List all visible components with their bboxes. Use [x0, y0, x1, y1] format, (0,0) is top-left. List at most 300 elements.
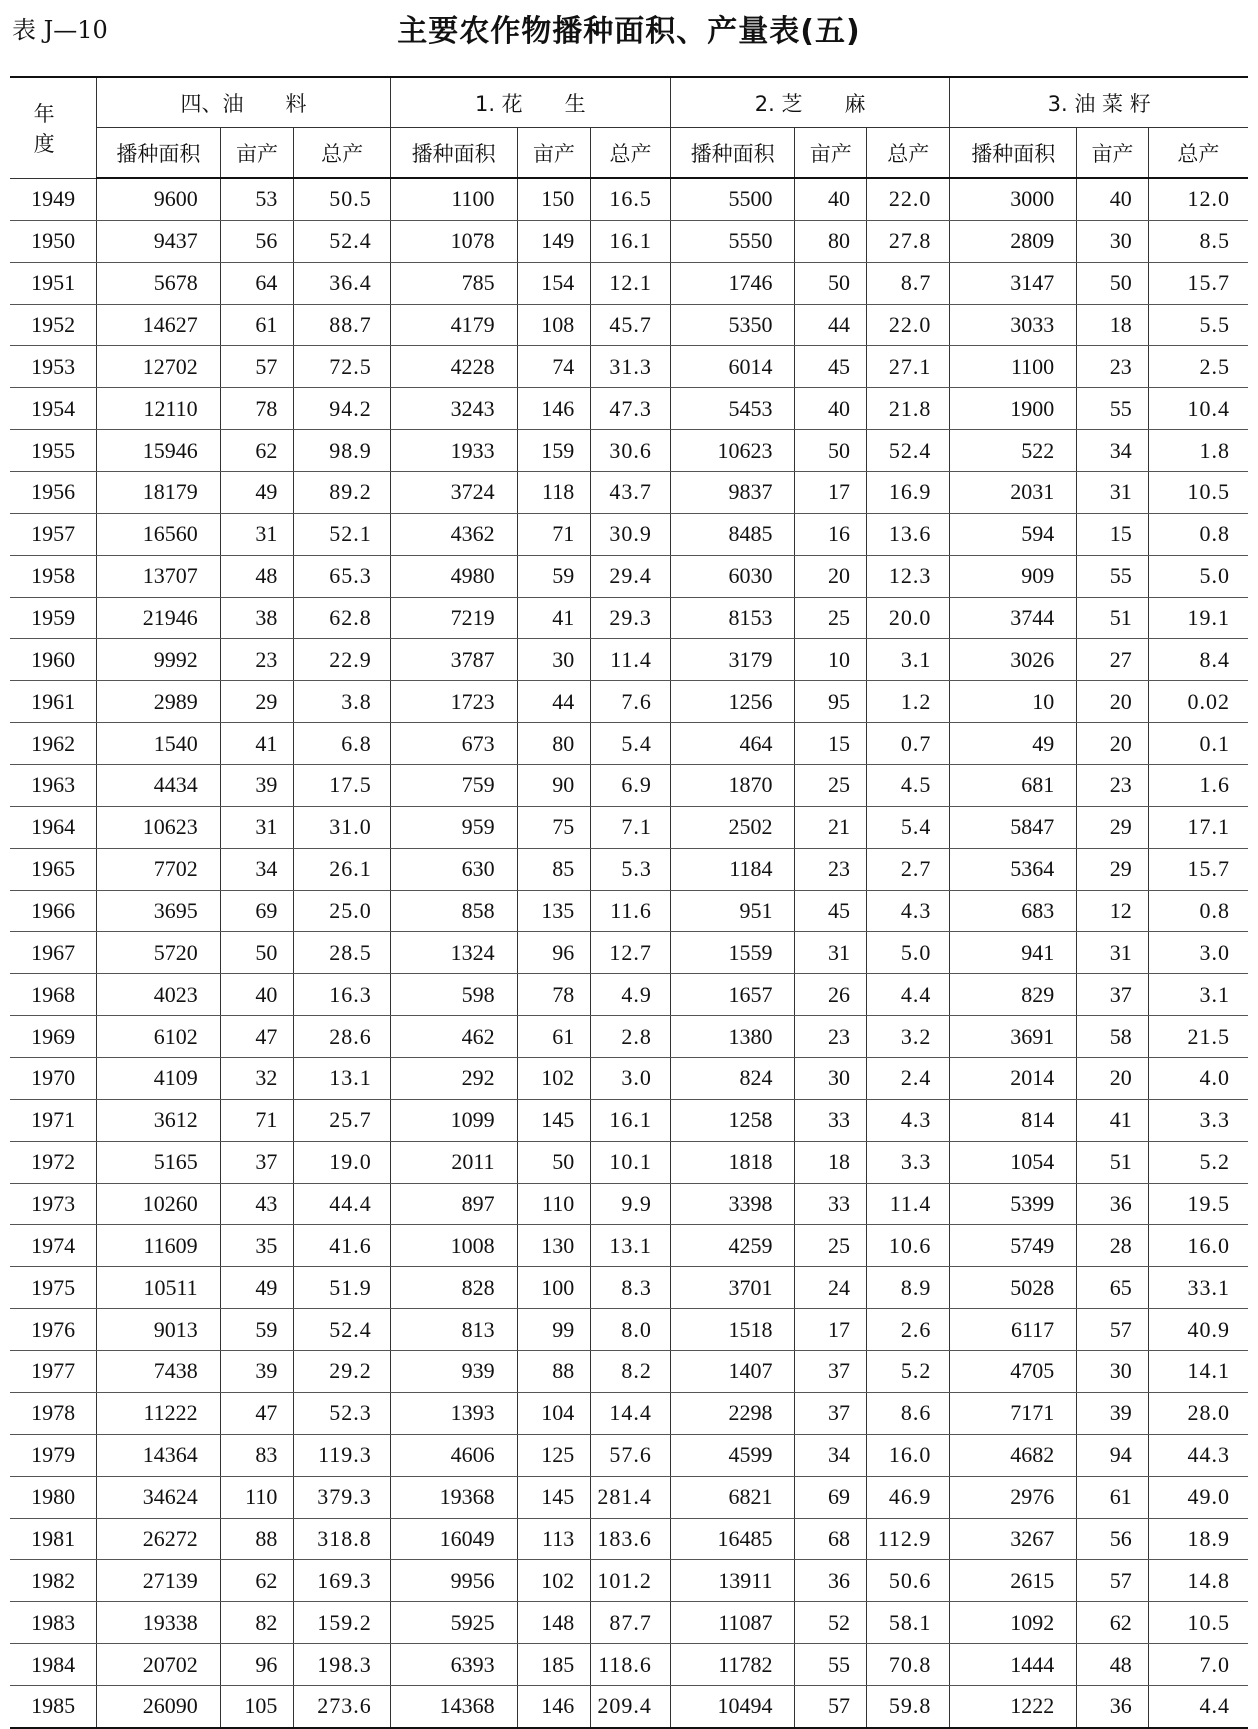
cell-oil-yield: 34	[220, 848, 294, 890]
cell-rapeseed-yield: 12	[1077, 890, 1149, 932]
cell-sesame-yield: 33	[795, 1099, 867, 1141]
cell-rapeseed-area: 10	[950, 681, 1077, 723]
cell-rapeseed-area: 1092	[950, 1602, 1077, 1644]
cell-year: 1980	[10, 1476, 97, 1518]
cell-sesame-area: 8153	[670, 597, 795, 639]
cell-sesame-area: 6030	[670, 555, 795, 597]
cell-year: 1975	[10, 1267, 97, 1309]
table-row	[10, 388, 1248, 430]
cell-oil-area: 15946	[97, 430, 221, 472]
cell-peanut-area: 759	[390, 765, 517, 807]
cell-year: 1982	[10, 1560, 97, 1602]
table-row	[10, 1392, 1248, 1434]
cell-oil-area: 7702	[97, 848, 221, 890]
cell-sesame-total: 27.8	[867, 220, 950, 262]
cell-rapeseed-yield: 20	[1077, 1058, 1149, 1100]
cell-rapeseed-total: 44.3	[1148, 1434, 1248, 1476]
cell-peanut-area: 1100	[390, 178, 517, 220]
cell-peanut-area: 7219	[390, 597, 517, 639]
sub-header-yield: 亩产	[795, 128, 867, 179]
cell-oil-area: 13707	[97, 555, 221, 597]
cell-rapeseed-area: 1054	[950, 1141, 1077, 1183]
cell-sesame-area: 1380	[670, 1016, 795, 1058]
cell-peanut-total: 5.4	[591, 723, 671, 765]
cell-rapeseed-total: 49.0	[1148, 1476, 1248, 1518]
cell-rapeseed-total: 12.0	[1148, 178, 1248, 220]
cell-peanut-yield: 154	[517, 262, 591, 304]
table-row	[10, 472, 1248, 514]
cell-rapeseed-total: 15.7	[1148, 848, 1248, 890]
cell-oil-total: 41.6	[294, 1225, 390, 1267]
cell-peanut-area: 4606	[390, 1434, 517, 1476]
cell-rapeseed-total: 15.7	[1148, 262, 1248, 304]
cell-sesame-area: 1559	[670, 932, 795, 974]
sub-header-total: 总产	[294, 128, 390, 179]
cell-oil-area: 11222	[97, 1392, 221, 1434]
cell-oil-area: 1540	[97, 723, 221, 765]
cell-peanut-area: 3243	[390, 388, 517, 430]
cell-rapeseed-yield: 20	[1077, 723, 1149, 765]
cell-peanut-yield: 110	[517, 1183, 591, 1225]
cell-rapeseed-total: 3.3	[1148, 1099, 1248, 1141]
cell-oil-total: 62.8	[294, 597, 390, 639]
table-row	[10, 178, 1248, 220]
cell-year: 1977	[10, 1351, 97, 1393]
cell-sesame-total: 27.1	[867, 346, 950, 388]
cell-peanut-yield: 102	[517, 1058, 591, 1100]
cell-sesame-yield: 55	[795, 1644, 867, 1686]
cell-peanut-yield: 88	[517, 1351, 591, 1393]
cell-rapeseed-area: 1100	[950, 346, 1077, 388]
cell-rapeseed-yield: 30	[1077, 220, 1149, 262]
cell-rapeseed-yield: 51	[1077, 1141, 1149, 1183]
cell-sesame-yield: 25	[795, 1225, 867, 1267]
cell-oil-total: 65.3	[294, 555, 390, 597]
table-row	[10, 513, 1248, 555]
sub-header-row	[10, 128, 1248, 179]
cell-oil-total: 89.2	[294, 472, 390, 514]
cell-sesame-total: 50.6	[867, 1560, 950, 1602]
table-row	[10, 597, 1248, 639]
cell-rapeseed-yield: 36	[1077, 1685, 1149, 1727]
cell-oil-yield: 50	[220, 932, 294, 974]
cell-peanut-total: 16.1	[591, 1099, 671, 1141]
cell-oil-area: 14364	[97, 1434, 221, 1476]
cell-rapeseed-yield: 57	[1077, 1560, 1149, 1602]
cell-rapeseed-yield: 37	[1077, 974, 1149, 1016]
cell-oil-area: 14627	[97, 304, 221, 346]
cell-year: 1961	[10, 681, 97, 723]
cell-peanut-total: 43.7	[591, 472, 671, 514]
cell-sesame-area: 1518	[670, 1309, 795, 1351]
sub-header-yield: 亩产	[1077, 128, 1149, 179]
sub-header-yield: 亩产	[517, 128, 591, 179]
cell-peanut-total: 10.1	[591, 1141, 671, 1183]
table-row	[10, 1309, 1248, 1351]
cell-rapeseed-yield: 50	[1077, 262, 1149, 304]
cell-oil-yield: 71	[220, 1099, 294, 1141]
table-row	[10, 346, 1248, 388]
cell-sesame-area: 6014	[670, 346, 795, 388]
cell-sesame-area: 9837	[670, 472, 795, 514]
cell-oil-area: 9600	[97, 178, 221, 220]
cell-peanut-area: 3724	[390, 472, 517, 514]
cell-peanut-yield: 159	[517, 430, 591, 472]
cell-sesame-area: 1256	[670, 681, 795, 723]
cell-sesame-area: 5350	[670, 304, 795, 346]
cell-sesame-total: 13.6	[867, 513, 950, 555]
cell-oil-yield: 57	[220, 346, 294, 388]
cell-rapeseed-area: 49	[950, 723, 1077, 765]
cell-sesame-area: 824	[670, 1058, 795, 1100]
cell-rapeseed-total: 19.1	[1148, 597, 1248, 639]
cell-oil-yield: 47	[220, 1392, 294, 1434]
cell-sesame-total: 3.2	[867, 1016, 950, 1058]
table-id: 表 J—10	[12, 16, 108, 44]
cell-oil-total: 52.4	[294, 220, 390, 262]
cell-rapeseed-total: 40.9	[1148, 1309, 1248, 1351]
cell-rapeseed-yield: 20	[1077, 681, 1149, 723]
cell-peanut-area: 19368	[390, 1476, 517, 1518]
cell-rapeseed-yield: 51	[1077, 597, 1149, 639]
cell-oil-area: 10511	[97, 1267, 221, 1309]
cell-rapeseed-total: 0.1	[1148, 723, 1248, 765]
cell-sesame-area: 1407	[670, 1351, 795, 1393]
cell-oil-yield: 96	[220, 1644, 294, 1686]
cell-peanut-total: 29.4	[591, 555, 671, 597]
cell-year: 1981	[10, 1518, 97, 1560]
cell-oil-total: 50.5	[294, 178, 390, 220]
cell-sesame-area: 8485	[670, 513, 795, 555]
cell-rapeseed-total: 4.4	[1148, 1685, 1248, 1727]
cell-rapeseed-yield: 28	[1077, 1225, 1149, 1267]
cell-peanut-yield: 74	[517, 346, 591, 388]
cell-oil-yield: 64	[220, 262, 294, 304]
cell-rapeseed-area: 6117	[950, 1309, 1077, 1351]
cell-year: 1970	[10, 1058, 97, 1100]
cell-oil-area: 11609	[97, 1225, 221, 1267]
cell-oil-yield: 59	[220, 1309, 294, 1351]
cell-sesame-yield: 26	[795, 974, 867, 1016]
cell-sesame-yield: 40	[795, 178, 867, 220]
cell-sesame-total: 11.4	[867, 1183, 950, 1225]
cell-year: 1978	[10, 1392, 97, 1434]
cell-oil-total: 88.7	[294, 304, 390, 346]
cell-sesame-yield: 30	[795, 1058, 867, 1100]
cell-rapeseed-total: 4.0	[1148, 1058, 1248, 1100]
cell-oil-yield: 38	[220, 597, 294, 639]
cell-rapeseed-total: 5.0	[1148, 555, 1248, 597]
cell-oil-yield: 39	[220, 1351, 294, 1393]
cell-year: 1951	[10, 262, 97, 304]
cell-sesame-total: 4.3	[867, 1099, 950, 1141]
cell-sesame-total: 22.0	[867, 178, 950, 220]
table-row	[10, 1183, 1248, 1225]
cell-rapeseed-total: 19.5	[1148, 1183, 1248, 1225]
cell-rapeseed-area: 594	[950, 513, 1077, 555]
cell-oil-total: 318.8	[294, 1518, 390, 1560]
cell-peanut-total: 6.9	[591, 765, 671, 807]
cell-sesame-yield: 10	[795, 639, 867, 681]
cell-oil-yield: 35	[220, 1225, 294, 1267]
cell-sesame-total: 22.0	[867, 304, 950, 346]
cell-peanut-yield: 41	[517, 597, 591, 639]
cell-oil-total: 169.3	[294, 1560, 390, 1602]
cell-year: 1968	[10, 974, 97, 1016]
cell-peanut-yield: 135	[517, 890, 591, 932]
cell-peanut-yield: 59	[517, 555, 591, 597]
cell-oil-yield: 78	[220, 388, 294, 430]
cell-peanut-area: 959	[390, 806, 517, 848]
sub-header-area: 播种面积	[97, 128, 221, 179]
cell-oil-area: 5720	[97, 932, 221, 974]
cell-rapeseed-yield: 31	[1077, 472, 1149, 514]
cell-rapeseed-total: 8.4	[1148, 639, 1248, 681]
cell-peanut-area: 1393	[390, 1392, 517, 1434]
cell-sesame-area: 1184	[670, 848, 795, 890]
cell-sesame-yield: 52	[795, 1602, 867, 1644]
cell-peanut-area: 1078	[390, 220, 517, 262]
table-row	[10, 639, 1248, 681]
cell-oil-total: 16.3	[294, 974, 390, 1016]
cell-peanut-area: 4980	[390, 555, 517, 597]
cell-oil-total: 31.0	[294, 806, 390, 848]
cell-year: 1976	[10, 1309, 97, 1351]
cell-oil-total: 273.6	[294, 1685, 390, 1727]
cell-rapeseed-yield: 57	[1077, 1309, 1149, 1351]
cell-rapeseed-area: 5749	[950, 1225, 1077, 1267]
cell-oil-total: 28.6	[294, 1016, 390, 1058]
cell-sesame-yield: 20	[795, 555, 867, 597]
cell-oil-yield: 31	[220, 513, 294, 555]
cell-peanut-yield: 149	[517, 220, 591, 262]
cell-sesame-area: 11087	[670, 1602, 795, 1644]
table-row	[10, 974, 1248, 1016]
cell-oil-area: 4109	[97, 1058, 221, 1100]
cell-peanut-yield: 150	[517, 178, 591, 220]
cell-rapeseed-area: 2976	[950, 1476, 1077, 1518]
cell-oil-area: 26272	[97, 1518, 221, 1560]
sub-header-total: 总产	[1148, 128, 1248, 179]
cell-rapeseed-total: 3.1	[1148, 974, 1248, 1016]
cell-year: 1952	[10, 304, 97, 346]
cell-rapeseed-yield: 29	[1077, 806, 1149, 848]
cell-rapeseed-total: 1.6	[1148, 765, 1248, 807]
cell-sesame-area: 5500	[670, 178, 795, 220]
cell-peanut-area: 1723	[390, 681, 517, 723]
cell-rapeseed-total: 5.5	[1148, 304, 1248, 346]
cell-sesame-total: 8.6	[867, 1392, 950, 1434]
cell-peanut-total: 87.7	[591, 1602, 671, 1644]
table-title: 主要农作物播种面积、产量表(五)	[397, 14, 861, 49]
cell-rapeseed-area: 3147	[950, 262, 1077, 304]
cell-sesame-area: 13911	[670, 1560, 795, 1602]
cell-oil-total: 98.9	[294, 430, 390, 472]
cell-peanut-area: 1008	[390, 1225, 517, 1267]
cell-sesame-area: 1746	[670, 262, 795, 304]
group-header-row	[10, 77, 1248, 128]
cell-rapeseed-yield: 58	[1077, 1016, 1149, 1058]
cell-peanut-total: 16.5	[591, 178, 671, 220]
cell-rapeseed-yield: 55	[1077, 388, 1149, 430]
table-header	[10, 77, 1248, 178]
cell-rapeseed-total: 21.5	[1148, 1016, 1248, 1058]
cell-year: 1954	[10, 388, 97, 430]
cell-peanut-total: 12.1	[591, 262, 671, 304]
cell-sesame-yield: 16	[795, 513, 867, 555]
cell-sesame-yield: 68	[795, 1518, 867, 1560]
cell-oil-area: 4023	[97, 974, 221, 1016]
sub-header-area: 播种面积	[670, 128, 795, 179]
cell-peanut-total: 118.6	[591, 1644, 671, 1686]
cell-rapeseed-total: 10.5	[1148, 472, 1248, 514]
cell-peanut-area: 813	[390, 1309, 517, 1351]
cell-sesame-total: 10.6	[867, 1225, 950, 1267]
cell-peanut-total: 30.6	[591, 430, 671, 472]
cell-peanut-total: 4.9	[591, 974, 671, 1016]
cell-peanut-total: 29.3	[591, 597, 671, 639]
cell-rapeseed-yield: 36	[1077, 1183, 1149, 1225]
cell-sesame-area: 1870	[670, 765, 795, 807]
sub-header-area: 播种面积	[950, 128, 1077, 179]
cell-sesame-total: 21.8	[867, 388, 950, 430]
cell-peanut-yield: 61	[517, 1016, 591, 1058]
cell-sesame-area: 3701	[670, 1267, 795, 1309]
cell-sesame-yield: 57	[795, 1685, 867, 1727]
cell-sesame-area: 1258	[670, 1099, 795, 1141]
cell-rapeseed-yield: 41	[1077, 1099, 1149, 1141]
cell-oil-yield: 47	[220, 1016, 294, 1058]
cell-rapeseed-yield: 30	[1077, 1351, 1149, 1393]
cell-sesame-yield: 24	[795, 1267, 867, 1309]
cell-peanut-yield: 96	[517, 932, 591, 974]
cell-peanut-yield: 80	[517, 723, 591, 765]
cell-peanut-area: 1099	[390, 1099, 517, 1141]
cell-rapeseed-total: 1.8	[1148, 430, 1248, 472]
cell-sesame-area: 2502	[670, 806, 795, 848]
cell-year: 1979	[10, 1434, 97, 1476]
group-header-peanut: 1. 花 生	[390, 77, 670, 128]
cell-year: 1960	[10, 639, 97, 681]
table-row	[10, 1685, 1248, 1727]
cell-sesame-total: 5.2	[867, 1351, 950, 1393]
table-row	[10, 1016, 1248, 1058]
cell-oil-total: 72.5	[294, 346, 390, 388]
cell-oil-yield: 110	[220, 1476, 294, 1518]
cell-sesame-total: 46.9	[867, 1476, 950, 1518]
cell-peanut-total: 101.2	[591, 1560, 671, 1602]
cell-rapeseed-area: 3691	[950, 1016, 1077, 1058]
cell-year: 1959	[10, 597, 97, 639]
cell-peanut-total: 8.2	[591, 1351, 671, 1393]
cell-sesame-total: 4.4	[867, 974, 950, 1016]
cell-oil-total: 6.8	[294, 723, 390, 765]
cell-oil-area: 18179	[97, 472, 221, 514]
cell-rapeseed-total: 0.8	[1148, 890, 1248, 932]
cell-year: 1974	[10, 1225, 97, 1267]
cell-rapeseed-yield: 31	[1077, 932, 1149, 974]
cell-rapeseed-area: 4682	[950, 1434, 1077, 1476]
cell-sesame-total: 70.8	[867, 1644, 950, 1686]
sub-header-total: 总产	[591, 128, 671, 179]
table-row	[10, 1644, 1248, 1686]
cell-oil-total: 52.1	[294, 513, 390, 555]
cell-oil-total: 52.4	[294, 1309, 390, 1351]
table-row	[10, 1141, 1248, 1183]
cell-rapeseed-area: 5399	[950, 1183, 1077, 1225]
cell-oil-total: 22.9	[294, 639, 390, 681]
cell-sesame-total: 12.3	[867, 555, 950, 597]
cell-year: 1966	[10, 890, 97, 932]
cell-peanut-total: 57.6	[591, 1434, 671, 1476]
cell-peanut-area: 462	[390, 1016, 517, 1058]
cell-peanut-yield: 125	[517, 1434, 591, 1476]
cell-sesame-area: 5453	[670, 388, 795, 430]
cell-peanut-area: 292	[390, 1058, 517, 1100]
cell-rapeseed-yield: 34	[1077, 430, 1149, 472]
sub-header-area: 播种面积	[390, 128, 517, 179]
cell-sesame-area: 4599	[670, 1434, 795, 1476]
cell-peanut-area: 14368	[390, 1685, 517, 1727]
cell-rapeseed-area: 683	[950, 890, 1077, 932]
cell-sesame-total: 2.4	[867, 1058, 950, 1100]
cell-rapeseed-area: 2809	[950, 220, 1077, 262]
cell-peanut-yield: 44	[517, 681, 591, 723]
cell-rapeseed-area: 814	[950, 1099, 1077, 1141]
cell-peanut-area: 828	[390, 1267, 517, 1309]
cell-sesame-total: 2.6	[867, 1309, 950, 1351]
cell-peanut-area: 598	[390, 974, 517, 1016]
group-header-oil-crops: 四、油 料	[97, 77, 391, 128]
sub-header-yield: 亩产	[220, 128, 294, 179]
cell-peanut-total: 8.0	[591, 1309, 671, 1351]
cell-peanut-yield: 146	[517, 388, 591, 430]
cell-peanut-yield: 108	[517, 304, 591, 346]
cell-sesame-total: 2.7	[867, 848, 950, 890]
cell-rapeseed-yield: 65	[1077, 1267, 1149, 1309]
table-row	[10, 1560, 1248, 1602]
cell-rapeseed-area: 4705	[950, 1351, 1077, 1393]
cell-sesame-total: 0.7	[867, 723, 950, 765]
cell-sesame-total: 8.9	[867, 1267, 950, 1309]
cell-peanut-yield: 104	[517, 1392, 591, 1434]
cell-rapeseed-yield: 23	[1077, 346, 1149, 388]
cell-peanut-yield: 71	[517, 513, 591, 555]
cell-peanut-area: 897	[390, 1183, 517, 1225]
cell-sesame-area: 951	[670, 890, 795, 932]
cell-sesame-total: 5.4	[867, 806, 950, 848]
cell-oil-yield: 49	[220, 472, 294, 514]
cell-peanut-yield: 102	[517, 1560, 591, 1602]
cell-year: 1949	[10, 178, 97, 220]
table-row	[10, 304, 1248, 346]
cell-oil-yield: 40	[220, 974, 294, 1016]
cell-peanut-yield: 99	[517, 1309, 591, 1351]
cell-oil-area: 7438	[97, 1351, 221, 1393]
cell-oil-yield: 43	[220, 1183, 294, 1225]
cell-peanut-area: 4228	[390, 346, 517, 388]
cell-sesame-total: 3.3	[867, 1141, 950, 1183]
cell-rapeseed-area: 829	[950, 974, 1077, 1016]
cell-peanut-yield: 30	[517, 639, 591, 681]
cell-oil-total: 198.3	[294, 1644, 390, 1686]
cell-sesame-yield: 37	[795, 1351, 867, 1393]
cell-rapeseed-yield: 61	[1077, 1476, 1149, 1518]
cell-rapeseed-total: 2.5	[1148, 346, 1248, 388]
cell-sesame-total: 1.2	[867, 681, 950, 723]
cell-sesame-area: 1818	[670, 1141, 795, 1183]
cell-rapeseed-area: 3267	[950, 1518, 1077, 1560]
